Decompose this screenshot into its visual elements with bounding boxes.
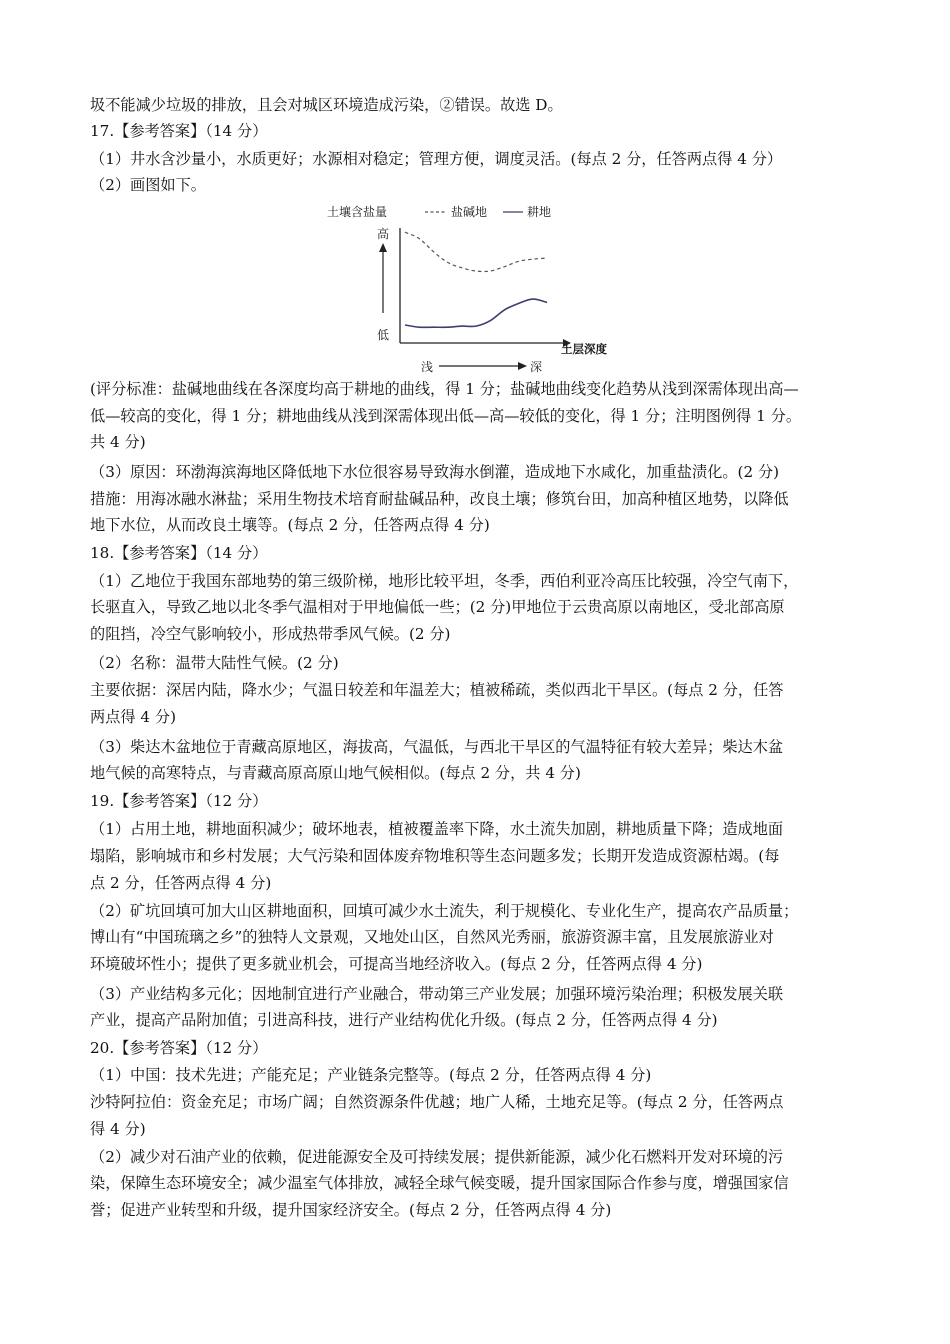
text-line: 环境破坏性小；提供了更多就业机会，可提高当地经济收入。(每点 2 分，任答两点得 4 分) [90,955,703,973]
text-line: 染，保障生态环境安全；减少温室气体排放，减轻全球气候变暖，提升国家国际合作参与度，增强国家信 [90,1174,789,1192]
x-direction-arrow-head [518,362,527,370]
text-line: 主要依据：深居内陆，降水少；气温日较差和年温差大；植被稀疏，类似西北干旱区。(每点 2 分，任答 [90,681,784,699]
text-line: 20.【参考答案】（12 分） [90,1039,268,1057]
text-line: 低—较高的变化，得 1 分；耕地曲线从浅到深需体现出低—高—较低的变化，得 1 分；注明图例得 1 分。 [90,407,802,425]
text-line: 措施：用海冰融水淋盐；采用生物技术培育耐盐碱品种，改良土壤；修筑台田，加高种植区地势，以降低 [90,490,789,508]
text-line: 17.【参考答案】（14 分） [90,122,268,140]
text-line: （3）原因：环渤海滨海地区降低地下水位很容易导致海水倒灌，造成地下水咸化，加重盐渍化。(2 分) [90,463,780,481]
text-line: （3）柴达木盆地位于青藏高原地区，海拔高，气温低，与西北干旱区的气温特征有较大差异；柴达木盆 [90,738,784,756]
y-low-label: 低 [377,328,390,342]
text-line: （3）产业结构多元化；因地制宜进行产业融合，带动第三产业发展；加强环境污染治理；积极发展关联 [90,985,784,1003]
text-line: 地下水位，从而改良土壤等。(每点 2 分，任答两点得 4 分) [90,516,490,534]
text-line: （1）占用土地，耕地面积减少；破坏地表，植被覆盖率下降，水土流失加剧，耕地质量下降；造成地面 [90,820,784,838]
text-line: 地气候的高寒特点，与青藏高原高原山地气候相似。(每点 2 分，共 4 分) [90,764,581,782]
legend-farmland-label: 耕地 [527,205,552,219]
text-line: （2）矿坑回填可加大山区耕地面积，回填可减少水土流失，利于规模化、专业化生产，提高农产品质量； [90,902,799,920]
text-line: 长驱直入，导致乙地以北冬季气温相对于甲地偏低一些；(2 分)甲地位于云贵高原以南地区，受北部高原 [90,598,785,616]
text-line: （1）井水含沙量小，水质更好；水源相对稳定；管理方便，调度灵活。(每点 2 分，任答两点得 4 分） [90,150,783,168]
text-line: 两点得 4 分) [90,708,176,726]
text-line: （1）中国：技术先进；产能充足；产业链条完整等。(每点 2 分，任答两点得 4 分) [90,1066,652,1084]
text-line: 得 4 分) [90,1120,146,1138]
text-line: （2）名称：温带大陆性气候。(2 分) [90,654,339,672]
text-line: 圾不能减少垃圾的排放，且会对城区环境造成污染，②错误。故选 D。 [90,96,563,114]
text-line: （2）减少对石油产业的依赖，促进能源安全及可持续发展；提供新能源，减少化石燃料开发对环境的污 [90,1148,784,1166]
text-line: 19.【参考答案】（12 分） [90,792,268,810]
farmland-curve [405,299,547,327]
text-line: 产业，提高产品附加值；引进高科技，进行产业结构优化升级。(每点 2 分，任答两点得 4 分) [90,1011,718,1029]
x-axis-label: 土层深度 [561,342,607,356]
y-axis-label: 土壤含盐量 [327,205,388,219]
text-line: （2）画图如下。 [90,176,206,194]
text-line: 沙特阿拉伯：资金充足；市场广阔；自然资源条件优越；地广人稀，土地充足等。(每点 2 分，任答两点 [90,1093,784,1111]
text-line: 点 2 分，任答两点得 4 分) [90,874,272,892]
text-line: 誉；促进产业转型和升级，提升国家经济安全。(每点 2 分，任答两点得 4 分) [90,1201,612,1219]
y-high-label: 高 [377,227,390,241]
text-line: 塌陷，影响城市和乡村发展；大气污染和固体废弃物堆积等生态问题多发；长期开发造成资源枯竭。(每 [90,847,780,865]
saline-soil-curve [405,232,547,271]
y-direction-arrow-head [379,243,387,252]
text-line: （1）乙地位于我国东部地势的第三级阶梯，地形比较平坦，冬季，西伯利亚冷高压比较强，冷空气南下， [90,572,799,590]
text-line: 的阻挡，冷空气影响较小，形成热带季风气候。(2 分) [90,625,451,643]
soil-salt-chart [325,198,625,378]
text-line: 18.【参考答案】（14 分） [90,544,268,562]
text-line: (评分标准：盐碱地曲线在各深度均高于耕地的曲线，得 1 分；盐碱地曲线变化趋势从浅到深需体现出高— [90,380,799,398]
x-deep-label: 深 [530,360,543,374]
legend-saline-label: 盐碱地 [451,205,488,219]
text-line: 共 4 分) [90,433,146,451]
text-line: 博山有“中国琉璃之乡”的独特人文景观，又地处山区，自然风光秀丽，旅游资源丰富，且发展旅游业对 [90,928,774,946]
x-shallow-label: 浅 [421,360,434,374]
